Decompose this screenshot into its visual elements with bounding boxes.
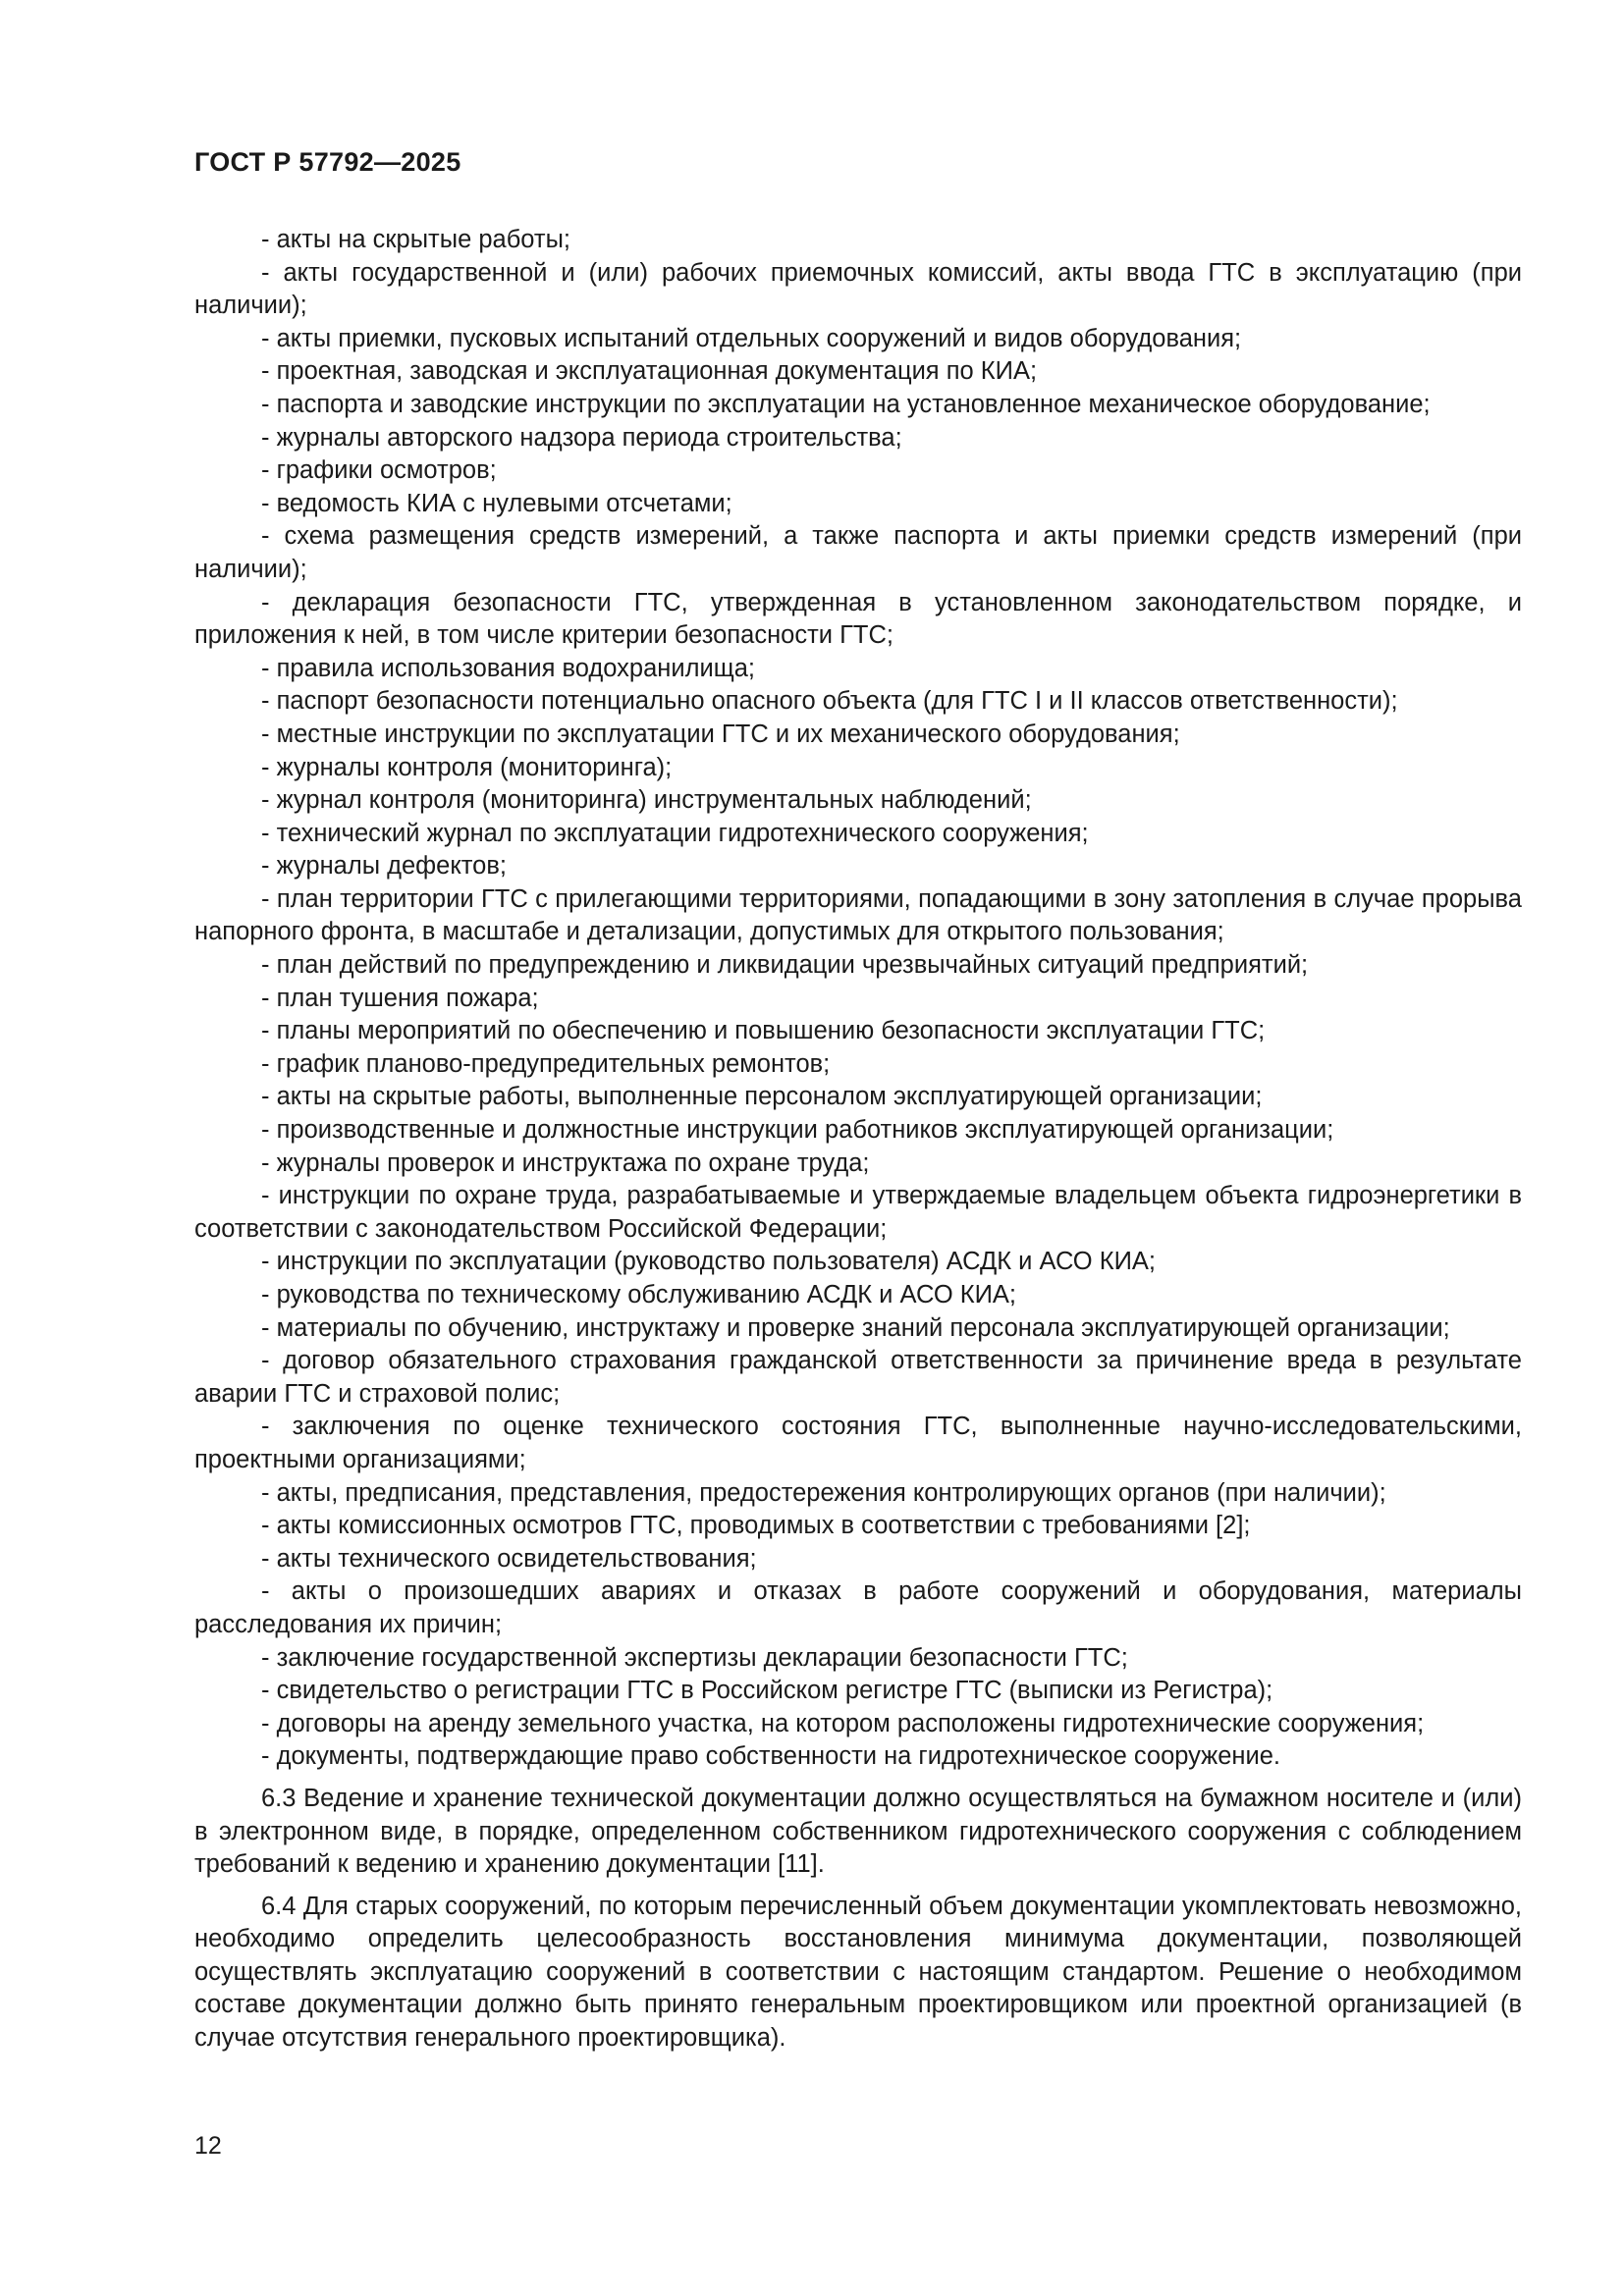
list-item: - местные инструкции по эксплуатации ГТС и их механического оборудования; xyxy=(261,720,1180,748)
list-item: - акты о произошедших авариях и отказах в работе сооружений и оборудования, материалы расследования их причин; xyxy=(194,1577,1522,1638)
list-item: - план действий по предупреждению и ликвидации чрезвычайных ситуаций предприятий; xyxy=(261,951,1309,980)
list-item: - руководства по техническому обслуживанию АСДК и АСО КИА; xyxy=(261,1281,1017,1308)
list-item: - акты приемки, пусковых испытаний отдельных сооружений и видов оборудования; xyxy=(261,324,1242,352)
list-item: - журналы дефектов; xyxy=(261,852,507,881)
list-item: - план территории ГТС с прилегающими территориями, попадающими в зону затопления в случае прорыва напорного фронта, в масштабе и детализации, допустимых для открытого пользования; xyxy=(194,884,1522,946)
list-item: - декларация безопасности ГТС, утвержденная в установленном законодательством порядке, и приложения к ней, в том числе критерии безопасности ГТС; xyxy=(194,588,1522,650)
list-item: - правила использования водохранилища; xyxy=(261,654,755,682)
list-item: - свидетельство о регистрации ГТС в Российском регистре ГТС (выписки из Регистра); xyxy=(261,1677,1273,1705)
list-item: - акты технического освидетельствования; xyxy=(261,1544,757,1573)
list-item: - производственные и должностные инструкции работников эксплуатирующей организации; xyxy=(261,1116,1334,1145)
list-item: - план тушения пожара; xyxy=(261,984,539,1012)
list-item: - журналы авторского надзора периода строительства; xyxy=(261,423,902,452)
list-item: - журналы проверок и инструктажа по охране труда; xyxy=(261,1148,870,1177)
list-item: - договоры на аренду земельного участка, на котором расположены гидротехнические сооружения; xyxy=(261,1709,1425,1737)
list-item: - акты, предписания, представления, предостережения контролирующих органов (при наличии); xyxy=(261,1478,1386,1507)
list-item: - журналы контроля (мониторинга); xyxy=(261,753,673,781)
list-item: - графики осмотров; xyxy=(261,456,497,485)
list-item: - технический журнал по эксплуатации гидротехнического сооружения; xyxy=(261,819,1089,847)
document-body xyxy=(194,224,1522,2056)
list-item: - журнал контроля (мониторинга) инструментальных наблюдений; xyxy=(261,786,1032,815)
paragraph-6-4: 6.4 Для старых сооружений, по которым перечисленный объем документации укомплектовать невозможно, необходимо определить целесообразность восстановления минимума документации, позволяющей осуществлять эксплуатацию сооружений в соответствии с настоящим стандартом. Решение о необходимом составе документации должно быть принято генеральным проектировщиком или проектной организацией (в случае отсутствия генерального проектировщика). xyxy=(194,1892,1522,2053)
list-item: - акты государственной и (или) рабочих приемочных комиссий, акты ввода ГТС в эксплуатацию (при наличии); xyxy=(194,258,1522,320)
list-item: - схема размещения средств измерений, а также паспорта и акты приемки средств измерений (при наличии); xyxy=(194,522,1522,583)
list-item: - акты на скрытые работы; xyxy=(261,226,571,253)
list-item: - график планово-предупредительных ремонтов; xyxy=(261,1049,831,1078)
list-item: - планы мероприятий по обеспечению и повышению безопасности эксплуатации ГТС; xyxy=(261,1017,1266,1045)
list-item: - инструкции по охране труда, разрабатываемые и утверждаемые владельцем объекта гидроэнергетики в соответствии с законодательством Российской Федерации; xyxy=(194,1182,1522,1243)
list-item: - паспорта и заводские инструкции по эксплуатации на установленное механическое оборудование; xyxy=(261,390,1431,418)
list-item: - акты на скрытые работы, выполненные персоналом эксплуатирующей организации; xyxy=(261,1083,1263,1111)
list-item: - документы, подтверждающие право собственности на гидротехническое сооружение. xyxy=(261,1742,1281,1771)
list-item: - ведомость КИА с нулевыми отсчетами; xyxy=(261,489,732,517)
list-item: - договор обязательного страхования гражданской ответственности за причинение вреда в результате аварии ГТС и страховой полис; xyxy=(194,1347,1522,1408)
list-item: - заключение государственной экспертизы декларации безопасности ГТС; xyxy=(261,1643,1128,1672)
list-item: - паспорт безопасности потенциально опасного объекта (для ГТС I и II классов ответственности); xyxy=(261,687,1398,716)
list-item: - материалы по обучению, инструктажу и проверке знаний персонала эксплуатирующей организации; xyxy=(261,1313,1450,1342)
list-item: - проектная, заводская и эксплуатационная документация по КИА; xyxy=(261,357,1038,386)
page-number: 12 xyxy=(194,2132,222,2160)
list-item: - инструкции по эксплуатации (руководство пользователя) АСДК и АСО КИА; xyxy=(261,1248,1156,1276)
document-header: ГОСТ Р 57792—2025 xyxy=(194,147,461,177)
paragraph-6-3: 6.3 Ведение и хранение технической документации должно осуществляться на бумажном носителе и (или) в электронном виде, в порядке, определенном собственником гидротехнического сооружения с соблюдением требований к ведению и хранению документации [11]. xyxy=(194,1784,1522,1879)
list-item: - акты комиссионных осмотров ГТС, проводимых в соответствии с требованиями [2]; xyxy=(261,1512,1251,1540)
list-item: - заключения по оценке технического состояния ГТС, выполненные научно-исследовательскими, проектными организациями; xyxy=(194,1413,1522,1473)
